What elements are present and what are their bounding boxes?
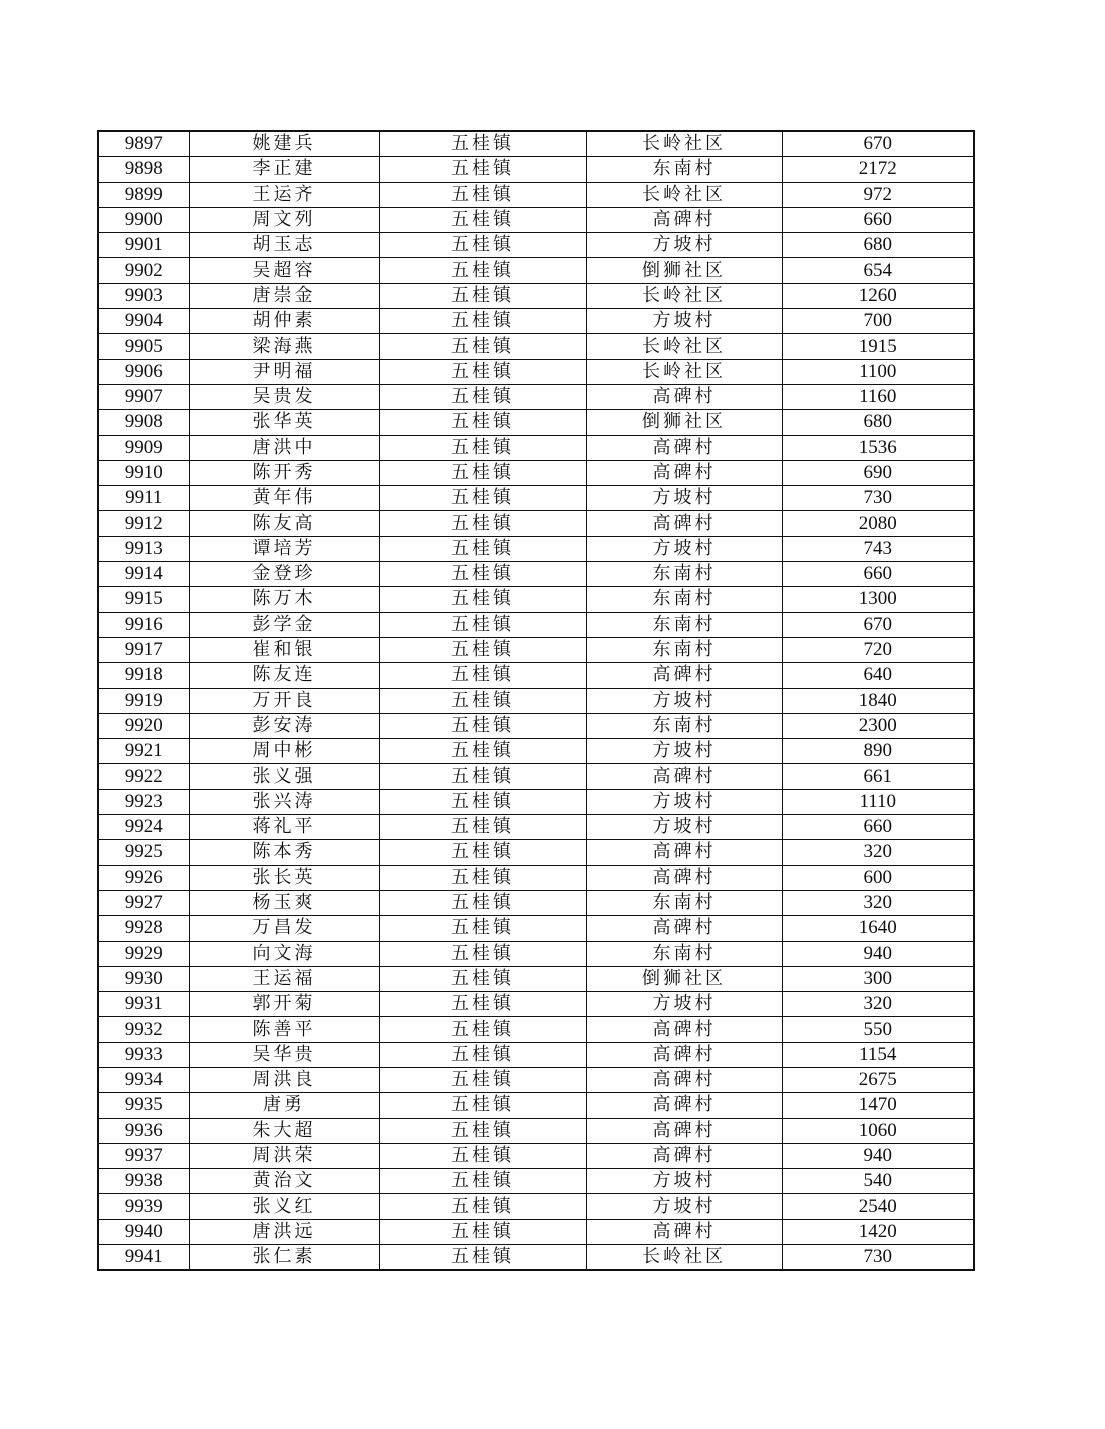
- cell-village: 高碑村: [586, 1219, 782, 1244]
- cell-village: 长岭社区: [586, 1245, 782, 1271]
- table-row: [98, 992, 974, 1017]
- cell-town: 五桂镇: [379, 1093, 586, 1118]
- cell-village: 高碑村: [586, 1067, 782, 1092]
- cell-number: 9898: [98, 157, 189, 182]
- cell-village: 长岭社区: [586, 283, 782, 308]
- cell-amount: 300: [782, 966, 974, 991]
- table-row: [98, 764, 974, 789]
- cell-town: 五桂镇: [379, 739, 586, 764]
- cell-number: 9912: [98, 511, 189, 536]
- table-row: [98, 384, 974, 409]
- table-row: [98, 309, 974, 334]
- cell-number: 9907: [98, 384, 189, 409]
- cell-town: 五桂镇: [379, 1169, 586, 1194]
- cell-town: 五桂镇: [379, 157, 586, 182]
- cell-village: 方坡村: [586, 309, 782, 334]
- cell-village: 东南村: [586, 941, 782, 966]
- cell-village: 高碑村: [586, 511, 782, 536]
- cell-name: 唐勇: [189, 1093, 379, 1118]
- cell-town: 五桂镇: [379, 562, 586, 587]
- cell-village: 高碑村: [586, 435, 782, 460]
- cell-village: 方坡村: [586, 688, 782, 713]
- cell-town: 五桂镇: [379, 131, 586, 157]
- cell-village: 高碑村: [586, 916, 782, 941]
- cell-amount: 972: [782, 182, 974, 207]
- cell-name: 张义红: [189, 1194, 379, 1219]
- cell-amount: 700: [782, 309, 974, 334]
- cell-name: 周洪荣: [189, 1143, 379, 1168]
- cell-town: 五桂镇: [379, 1194, 586, 1219]
- cell-amount: 320: [782, 840, 974, 865]
- cell-town: 五桂镇: [379, 865, 586, 890]
- cell-town: 五桂镇: [379, 1067, 586, 1092]
- cell-amount: 730: [782, 486, 974, 511]
- cell-number: 9900: [98, 207, 189, 232]
- cell-town: 五桂镇: [379, 182, 586, 207]
- cell-name: 吴贵发: [189, 384, 379, 409]
- cell-number: 9902: [98, 258, 189, 283]
- cell-name: 陈本秀: [189, 840, 379, 865]
- cell-number: 9910: [98, 460, 189, 485]
- cell-number: 9928: [98, 916, 189, 941]
- cell-amount: 654: [782, 258, 974, 283]
- table-row: [98, 511, 974, 536]
- cell-name: 彭安涛: [189, 713, 379, 738]
- table-row: [98, 890, 974, 915]
- cell-village: 长岭社区: [586, 182, 782, 207]
- cell-number: 9922: [98, 764, 189, 789]
- cell-town: 五桂镇: [379, 663, 586, 688]
- cell-town: 五桂镇: [379, 233, 586, 258]
- cell-village: 高碑村: [586, 460, 782, 485]
- table-row: [98, 941, 974, 966]
- cell-town: 五桂镇: [379, 511, 586, 536]
- cell-village: 高碑村: [586, 840, 782, 865]
- cell-number: 9934: [98, 1067, 189, 1092]
- cell-village: 长岭社区: [586, 334, 782, 359]
- cell-number: 9930: [98, 966, 189, 991]
- cell-number: 9940: [98, 1219, 189, 1244]
- cell-village: 高碑村: [586, 865, 782, 890]
- cell-name: 王运齐: [189, 182, 379, 207]
- cell-number: 9904: [98, 309, 189, 334]
- cell-town: 五桂镇: [379, 789, 586, 814]
- cell-amount: 1640: [782, 916, 974, 941]
- cell-town: 五桂镇: [379, 637, 586, 662]
- table-row: [98, 840, 974, 865]
- cell-town: 五桂镇: [379, 992, 586, 1017]
- cell-number: 9911: [98, 486, 189, 511]
- cell-number: 9903: [98, 283, 189, 308]
- cell-name: 吴超容: [189, 258, 379, 283]
- table-row: [98, 1093, 974, 1118]
- cell-town: 五桂镇: [379, 587, 586, 612]
- cell-name: 黄治文: [189, 1169, 379, 1194]
- cell-town: 五桂镇: [379, 815, 586, 840]
- cell-name: 胡玉志: [189, 233, 379, 258]
- cell-amount: 2540: [782, 1194, 974, 1219]
- cell-village: 东南村: [586, 713, 782, 738]
- cell-name: 吴华贵: [189, 1042, 379, 1067]
- cell-name: 尹明福: [189, 359, 379, 384]
- cell-town: 五桂镇: [379, 486, 586, 511]
- cell-town: 五桂镇: [379, 536, 586, 561]
- table-row: [98, 182, 974, 207]
- cell-amount: 1915: [782, 334, 974, 359]
- cell-name: 向文海: [189, 941, 379, 966]
- cell-village: 方坡村: [586, 233, 782, 258]
- cell-village: 方坡村: [586, 992, 782, 1017]
- cell-number: 9897: [98, 131, 189, 157]
- cell-amount: 2080: [782, 511, 974, 536]
- cell-name: 陈万木: [189, 587, 379, 612]
- cell-town: 五桂镇: [379, 309, 586, 334]
- cell-village: 方坡村: [586, 739, 782, 764]
- cell-name: 唐崇金: [189, 283, 379, 308]
- cell-town: 五桂镇: [379, 612, 586, 637]
- cell-village: 方坡村: [586, 815, 782, 840]
- cell-town: 五桂镇: [379, 941, 586, 966]
- cell-number: 9932: [98, 1017, 189, 1042]
- cell-village: 方坡村: [586, 789, 782, 814]
- table-row: [98, 410, 974, 435]
- table-row: [98, 1017, 974, 1042]
- cell-amount: 550: [782, 1017, 974, 1042]
- cell-name: 陈友连: [189, 663, 379, 688]
- cell-town: 五桂镇: [379, 966, 586, 991]
- cell-name: 周中彬: [189, 739, 379, 764]
- table-row: [98, 663, 974, 688]
- cell-amount: 670: [782, 612, 974, 637]
- cell-name: 周文列: [189, 207, 379, 232]
- cell-number: 9926: [98, 865, 189, 890]
- cell-name: 陈友高: [189, 511, 379, 536]
- cell-number: 9939: [98, 1194, 189, 1219]
- cell-village: 东南村: [586, 890, 782, 915]
- cell-name: 黄年伟: [189, 486, 379, 511]
- cell-name: 金登珍: [189, 562, 379, 587]
- cell-number: 9929: [98, 941, 189, 966]
- cell-amount: 730: [782, 1245, 974, 1271]
- cell-name: 彭学金: [189, 612, 379, 637]
- cell-village: 倒狮社区: [586, 966, 782, 991]
- cell-amount: 670: [782, 131, 974, 157]
- table-row: [98, 1067, 974, 1092]
- cell-amount: 1100: [782, 359, 974, 384]
- cell-town: 五桂镇: [379, 283, 586, 308]
- cell-town: 五桂镇: [379, 1118, 586, 1143]
- cell-name: 胡仲素: [189, 309, 379, 334]
- cell-amount: 640: [782, 663, 974, 688]
- cell-amount: 660: [782, 815, 974, 840]
- cell-amount: 320: [782, 890, 974, 915]
- cell-number: 9920: [98, 713, 189, 738]
- cell-name: 万昌发: [189, 916, 379, 941]
- cell-village: 东南村: [586, 587, 782, 612]
- cell-village: 东南村: [586, 157, 782, 182]
- cell-name: 张兴涛: [189, 789, 379, 814]
- table-row: [98, 233, 974, 258]
- cell-amount: 680: [782, 410, 974, 435]
- cell-town: 五桂镇: [379, 916, 586, 941]
- cell-name: 梁海燕: [189, 334, 379, 359]
- table-row: [98, 131, 974, 157]
- cell-name: 崔和银: [189, 637, 379, 662]
- cell-amount: 940: [782, 941, 974, 966]
- cell-number: 9925: [98, 840, 189, 865]
- cell-amount: 720: [782, 637, 974, 662]
- cell-amount: 1470: [782, 1093, 974, 1118]
- table-row: [98, 1042, 974, 1067]
- cell-amount: 600: [782, 865, 974, 890]
- table-row: [98, 359, 974, 384]
- cell-village: 方坡村: [586, 486, 782, 511]
- table-row: [98, 688, 974, 713]
- cell-number: 9914: [98, 562, 189, 587]
- table-row: [98, 562, 974, 587]
- table-row: [98, 815, 974, 840]
- cell-village: 方坡村: [586, 1194, 782, 1219]
- cell-amount: 661: [782, 764, 974, 789]
- cell-town: 五桂镇: [379, 1143, 586, 1168]
- table-row: [98, 739, 974, 764]
- cell-name: 姚建兵: [189, 131, 379, 157]
- cell-name: 唐洪远: [189, 1219, 379, 1244]
- table-row: [98, 536, 974, 561]
- cell-village: 长岭社区: [586, 359, 782, 384]
- cell-name: 杨玉爽: [189, 890, 379, 915]
- records-table-body: [98, 131, 974, 1270]
- cell-town: 五桂镇: [379, 688, 586, 713]
- cell-number: 9906: [98, 359, 189, 384]
- cell-number: 9937: [98, 1143, 189, 1168]
- cell-village: 高碑村: [586, 764, 782, 789]
- cell-town: 五桂镇: [379, 1245, 586, 1271]
- cell-village: 长岭社区: [586, 131, 782, 157]
- cell-name: 唐洪中: [189, 435, 379, 460]
- cell-name: 谭培芳: [189, 536, 379, 561]
- cell-amount: 743: [782, 536, 974, 561]
- cell-town: 五桂镇: [379, 460, 586, 485]
- table-row: [98, 612, 974, 637]
- table-row: [98, 258, 974, 283]
- cell-name: 周洪良: [189, 1067, 379, 1092]
- cell-amount: 680: [782, 233, 974, 258]
- table-row: [98, 207, 974, 232]
- cell-town: 五桂镇: [379, 890, 586, 915]
- cell-village: 高碑村: [586, 1017, 782, 1042]
- cell-name: 张华英: [189, 410, 379, 435]
- table-row: [98, 789, 974, 814]
- cell-name: 郭开菊: [189, 992, 379, 1017]
- cell-amount: 2172: [782, 157, 974, 182]
- cell-village: 倒狮社区: [586, 410, 782, 435]
- cell-town: 五桂镇: [379, 1017, 586, 1042]
- cell-village: 倒狮社区: [586, 258, 782, 283]
- cell-town: 五桂镇: [379, 207, 586, 232]
- cell-amount: 660: [782, 562, 974, 587]
- cell-number: 9917: [98, 637, 189, 662]
- cell-number: 9933: [98, 1042, 189, 1067]
- cell-amount: 540: [782, 1169, 974, 1194]
- table-row: [98, 865, 974, 890]
- cell-town: 五桂镇: [379, 359, 586, 384]
- table-row: [98, 460, 974, 485]
- cell-town: 五桂镇: [379, 435, 586, 460]
- cell-number: 9938: [98, 1169, 189, 1194]
- cell-name: 万开良: [189, 688, 379, 713]
- cell-town: 五桂镇: [379, 384, 586, 409]
- cell-number: 9901: [98, 233, 189, 258]
- cell-town: 五桂镇: [379, 764, 586, 789]
- cell-amount: 660: [782, 207, 974, 232]
- cell-number: 9921: [98, 739, 189, 764]
- cell-number: 9909: [98, 435, 189, 460]
- cell-name: 张仁素: [189, 1245, 379, 1271]
- cell-village: 高碑村: [586, 1042, 782, 1067]
- cell-name: 李正建: [189, 157, 379, 182]
- records-table: [97, 130, 975, 1271]
- cell-amount: 1840: [782, 688, 974, 713]
- cell-village: 高碑村: [586, 1093, 782, 1118]
- cell-number: 9918: [98, 663, 189, 688]
- table-row: [98, 1118, 974, 1143]
- cell-amount: 1536: [782, 435, 974, 460]
- cell-village: 高碑村: [586, 207, 782, 232]
- cell-name: 陈善平: [189, 1017, 379, 1042]
- table-row: [98, 334, 974, 359]
- cell-number: 9931: [98, 992, 189, 1017]
- cell-town: 五桂镇: [379, 258, 586, 283]
- cell-amount: 940: [782, 1143, 974, 1168]
- cell-name: 朱大超: [189, 1118, 379, 1143]
- table-row: [98, 966, 974, 991]
- cell-amount: 1160: [782, 384, 974, 409]
- cell-name: 蒋礼平: [189, 815, 379, 840]
- cell-town: 五桂镇: [379, 410, 586, 435]
- cell-village: 东南村: [586, 562, 782, 587]
- cell-name: 张长英: [189, 865, 379, 890]
- cell-amount: 1260: [782, 283, 974, 308]
- cell-amount: 890: [782, 739, 974, 764]
- table-row: [98, 1169, 974, 1194]
- table-row: [98, 1194, 974, 1219]
- cell-town: 五桂镇: [379, 840, 586, 865]
- cell-name: 陈开秀: [189, 460, 379, 485]
- cell-town: 五桂镇: [379, 713, 586, 738]
- cell-town: 五桂镇: [379, 1219, 586, 1244]
- cell-number: 9916: [98, 612, 189, 637]
- cell-name: 张义强: [189, 764, 379, 789]
- cell-number: 9899: [98, 182, 189, 207]
- cell-amount: 1110: [782, 789, 974, 814]
- cell-amount: 2300: [782, 713, 974, 738]
- cell-village: 方坡村: [586, 1169, 782, 1194]
- cell-number: 9913: [98, 536, 189, 561]
- table-row: [98, 1143, 974, 1168]
- table-row: [98, 916, 974, 941]
- cell-amount: 1060: [782, 1118, 974, 1143]
- cell-amount: 1300: [782, 587, 974, 612]
- cell-village: 高碑村: [586, 663, 782, 688]
- cell-village: 方坡村: [586, 536, 782, 561]
- cell-number: 9941: [98, 1245, 189, 1271]
- cell-number: 9927: [98, 890, 189, 915]
- table-row: [98, 587, 974, 612]
- cell-amount: 1154: [782, 1042, 974, 1067]
- cell-number: 9924: [98, 815, 189, 840]
- table-row: [98, 157, 974, 182]
- cell-number: 9908: [98, 410, 189, 435]
- cell-village: 高碑村: [586, 384, 782, 409]
- cell-name: 王运福: [189, 966, 379, 991]
- cell-village: 东南村: [586, 637, 782, 662]
- table-row: [98, 435, 974, 460]
- cell-number: 9919: [98, 688, 189, 713]
- cell-number: 9905: [98, 334, 189, 359]
- table-row: [98, 1219, 974, 1244]
- cell-number: 9923: [98, 789, 189, 814]
- table-row: [98, 486, 974, 511]
- cell-amount: 690: [782, 460, 974, 485]
- cell-amount: 320: [782, 992, 974, 1017]
- cell-town: 五桂镇: [379, 334, 586, 359]
- cell-amount: 2675: [782, 1067, 974, 1092]
- cell-town: 五桂镇: [379, 1042, 586, 1067]
- cell-village: 高碑村: [586, 1143, 782, 1168]
- cell-number: 9935: [98, 1093, 189, 1118]
- cell-amount: 1420: [782, 1219, 974, 1244]
- cell-number: 9915: [98, 587, 189, 612]
- cell-number: 9936: [98, 1118, 189, 1143]
- cell-village: 高碑村: [586, 1118, 782, 1143]
- table-row: [98, 637, 974, 662]
- table-row: [98, 1245, 974, 1271]
- table-row: [98, 713, 974, 738]
- cell-village: 东南村: [586, 612, 782, 637]
- table-row: [98, 283, 974, 308]
